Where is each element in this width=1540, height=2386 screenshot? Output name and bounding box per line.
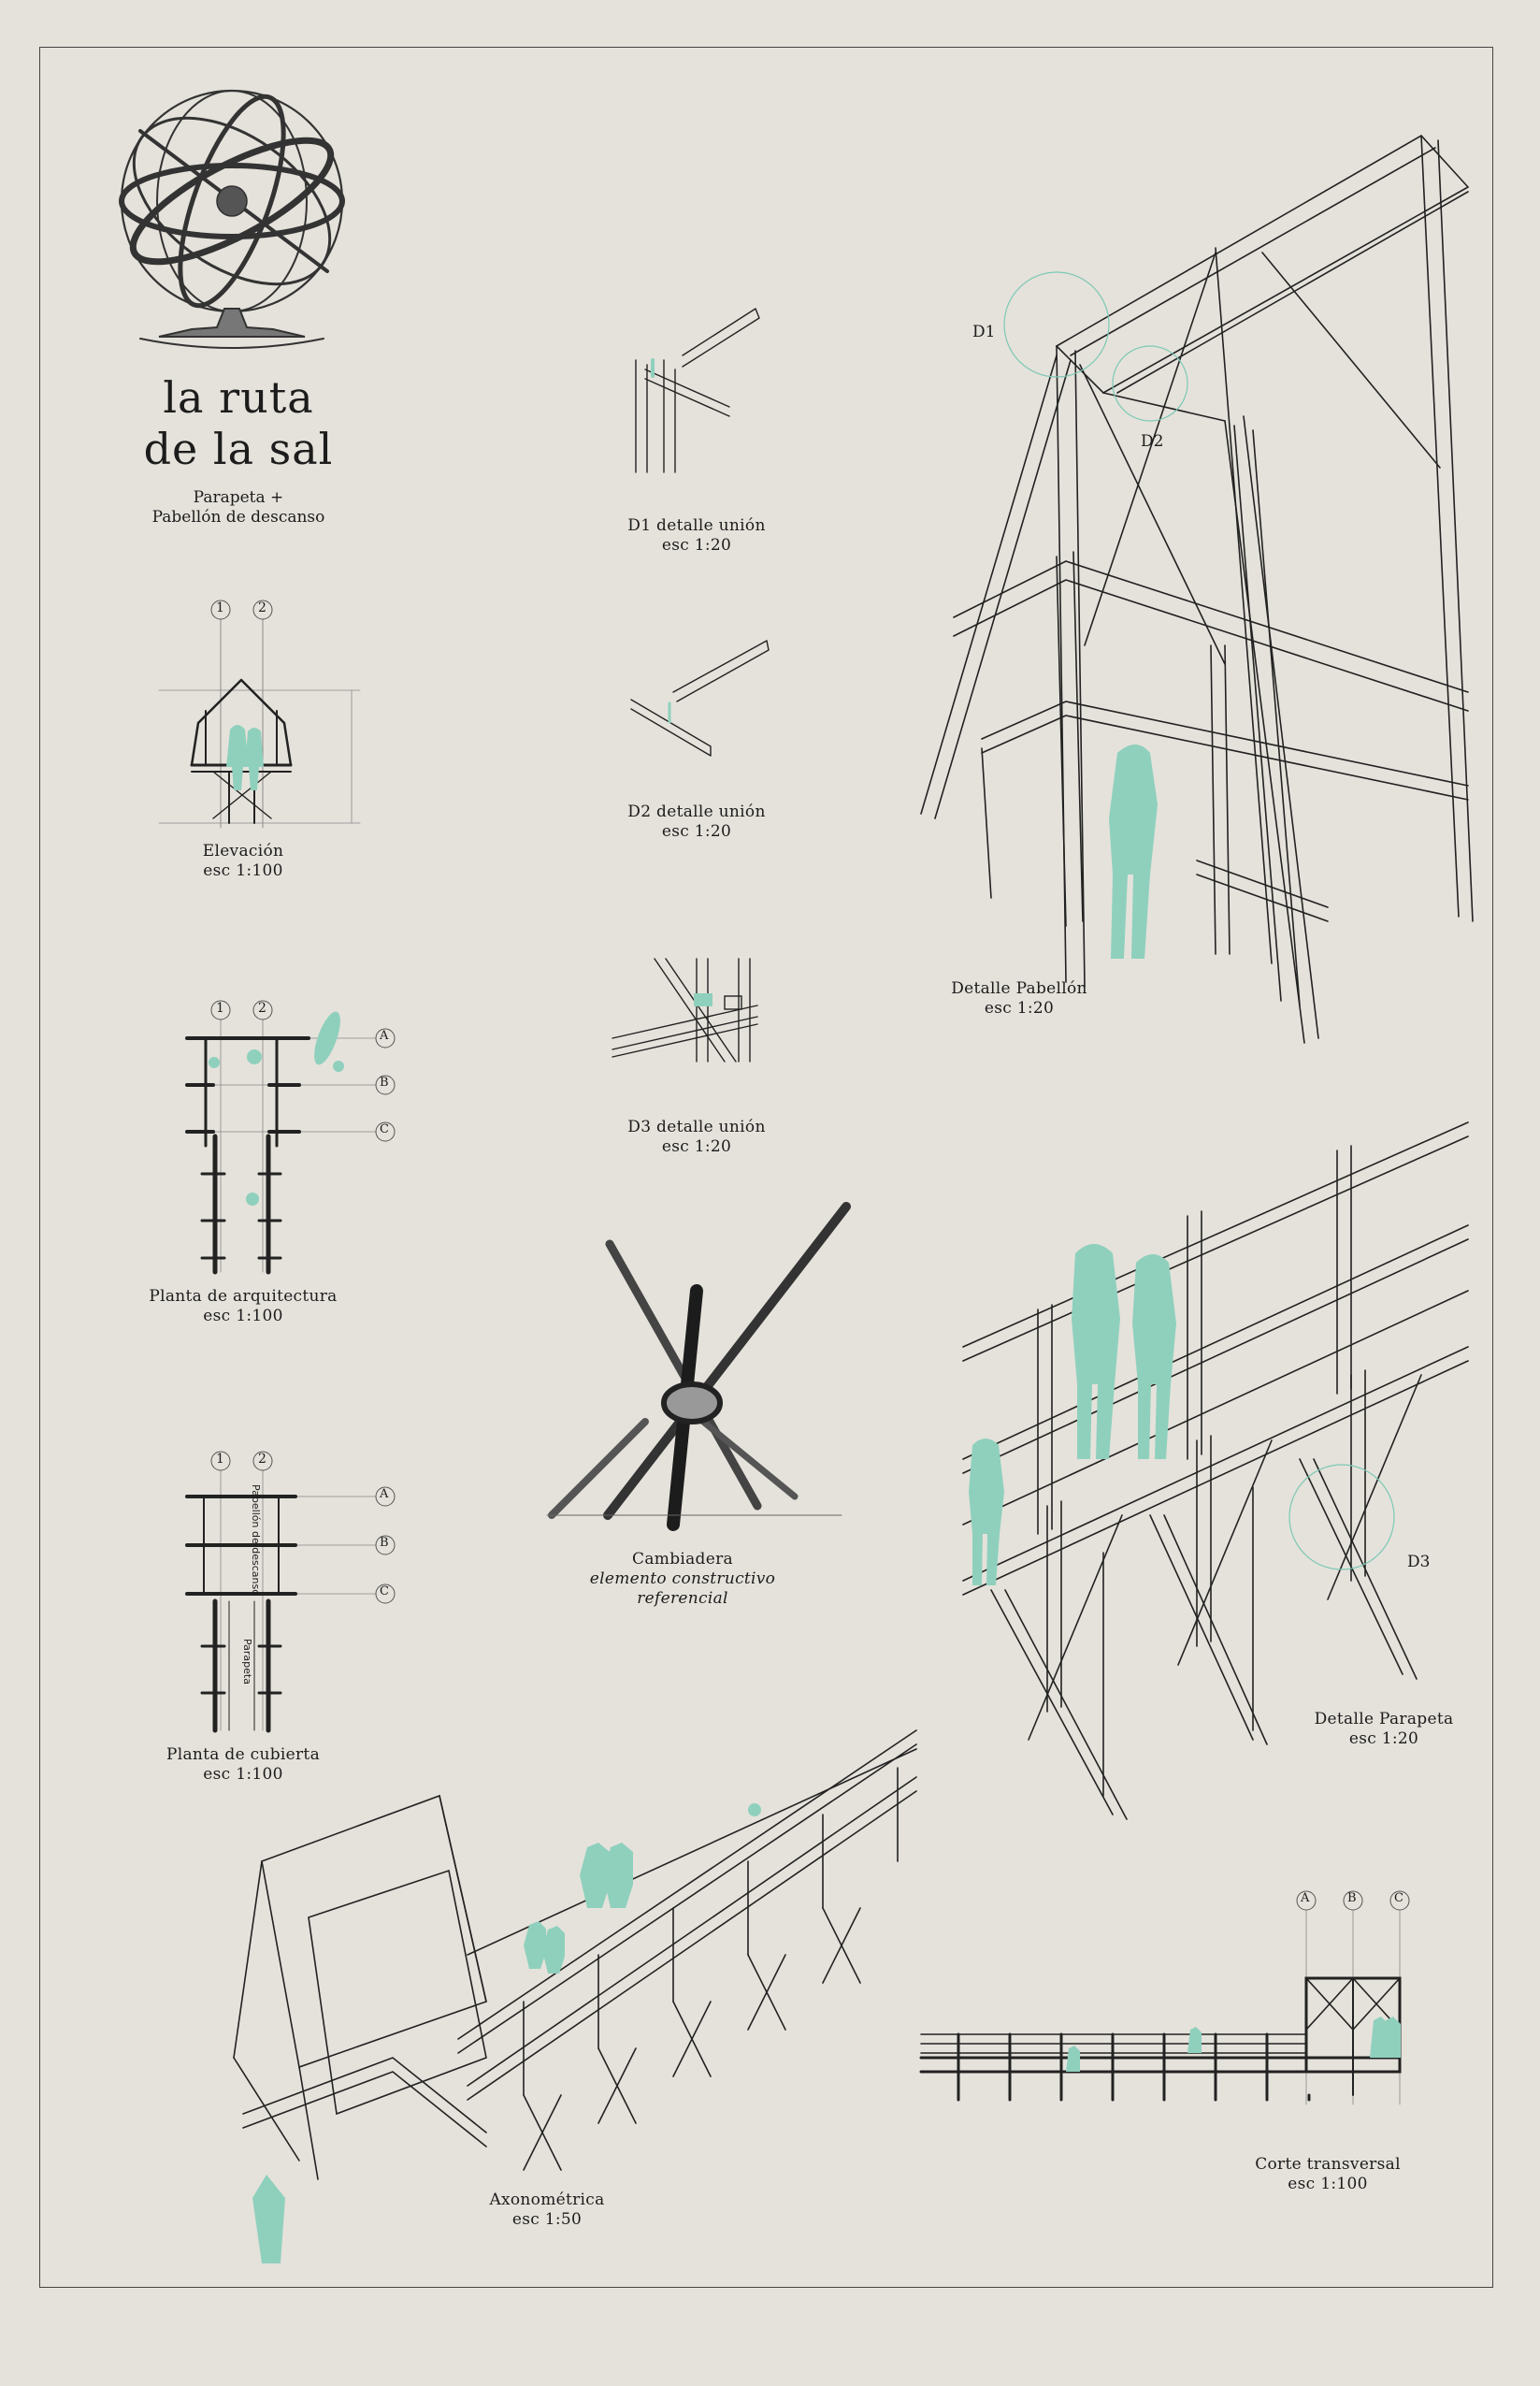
drawing-scale: esc 1:50 bbox=[511, 2210, 583, 2229]
d2-label bbox=[589, 803, 804, 842]
floor-plan-label bbox=[131, 1287, 355, 1326]
drawing-name: Axonométrica bbox=[489, 2191, 605, 2209]
axis-label-b: B bbox=[380, 1076, 389, 1090]
elevation-label bbox=[140, 842, 346, 881]
axis-label-2: 2 bbox=[258, 1452, 266, 1467]
axis-label-1: 1 bbox=[216, 600, 224, 615]
drawing-scale: esc 1:20 bbox=[661, 536, 732, 555]
drawing-scale: esc 1:100 bbox=[1288, 2175, 1368, 2193]
drawing-note: elemento constructivo bbox=[589, 1569, 776, 1588]
d1-label bbox=[589, 516, 804, 556]
detail-tag-d2: D2 bbox=[1141, 432, 1164, 451]
drawing-scale: esc 1:100 bbox=[203, 1307, 283, 1325]
drawing-scale: esc 1:100 bbox=[203, 1765, 283, 1784]
pavilion-detail-drawing bbox=[921, 136, 1473, 1043]
drawing-name: Corte transversal bbox=[1255, 2155, 1401, 2174]
axis-label-a: A bbox=[380, 1487, 389, 1501]
drawing-scale: esc 1:100 bbox=[203, 861, 283, 880]
drawing-name: Planta de cubierta bbox=[166, 1745, 321, 1764]
axonometric-label bbox=[449, 2191, 645, 2230]
drawing-name: D3 detalle unión bbox=[627, 1118, 766, 1136]
roof-plan-walk-label: Parapeta bbox=[240, 1639, 253, 1685]
armillary-sphere-icon bbox=[104, 84, 360, 348]
roof-plan-label bbox=[131, 1745, 355, 1785]
axis-label-c: C bbox=[380, 1584, 389, 1598]
drawing-scale: esc 1:20 bbox=[661, 1137, 732, 1156]
cambiadera-sketch bbox=[547, 1207, 846, 1525]
drawing-scale: esc 1:20 bbox=[984, 999, 1055, 1018]
axis-label-1: 1 bbox=[216, 1001, 224, 1016]
cambiadera-label bbox=[570, 1550, 795, 1609]
drawing-scale: esc 1:20 bbox=[661, 822, 732, 841]
axis-label-2: 2 bbox=[258, 600, 266, 615]
cross-section-drawing bbox=[921, 1910, 1401, 2104]
drawing-name: Elevación bbox=[202, 842, 284, 860]
cross-section-label bbox=[1225, 2155, 1431, 2194]
roof-plan-drawing bbox=[187, 1470, 376, 1730]
axis-label-c: C bbox=[1394, 1891, 1403, 1905]
poster-title bbox=[122, 372, 355, 475]
axis-label-a: A bbox=[380, 1029, 389, 1043]
drawing-name: D2 detalle unión bbox=[627, 803, 766, 821]
detail-tag-d1: D1 bbox=[972, 323, 996, 341]
axis-label-b: B bbox=[380, 1536, 389, 1550]
floor-plan-drawing bbox=[187, 1008, 376, 1272]
axis-label-b: B bbox=[1347, 1891, 1357, 1905]
axis-label-1: 1 bbox=[216, 1452, 224, 1467]
joint-detail-d2 bbox=[631, 641, 769, 756]
roof-plan-room-label: Pabellón de descanso bbox=[249, 1484, 262, 1596]
axis-label-a: A bbox=[1301, 1891, 1310, 1905]
joint-detail-d1 bbox=[636, 309, 759, 472]
drawing-name: Cambiadera bbox=[632, 1550, 733, 1569]
d3-label bbox=[589, 1118, 804, 1157]
title-line-1: la ruta bbox=[163, 372, 314, 423]
detail-tag-d3: D3 bbox=[1407, 1553, 1431, 1571]
title-line-2: de la sal bbox=[143, 424, 334, 474]
poster-subtitle bbox=[108, 488, 369, 528]
joint-detail-d3 bbox=[612, 959, 757, 1062]
walkway-detail-label bbox=[1290, 1710, 1477, 1749]
axis-label-2: 2 bbox=[258, 1001, 266, 1016]
drawing-name: Planta de arquitectura bbox=[149, 1287, 338, 1306]
drawing-note: referencial bbox=[637, 1589, 728, 1608]
subtitle-line-2: Pabellón de descanso bbox=[151, 508, 325, 527]
elevation-drawing bbox=[159, 619, 360, 828]
drawing-name: Detalle Pabellón bbox=[951, 979, 1087, 998]
pavilion-detail-label bbox=[912, 979, 1127, 1019]
subtitle-line-1: Parapeta + bbox=[193, 488, 284, 507]
drawing-name: Detalle Parapeta bbox=[1314, 1710, 1454, 1728]
axis-label-c: C bbox=[380, 1122, 389, 1136]
drawing-name: D1 detalle unión bbox=[627, 516, 766, 535]
drawing-scale: esc 1:20 bbox=[1348, 1729, 1419, 1748]
axonometric-drawing bbox=[234, 1730, 916, 2263]
